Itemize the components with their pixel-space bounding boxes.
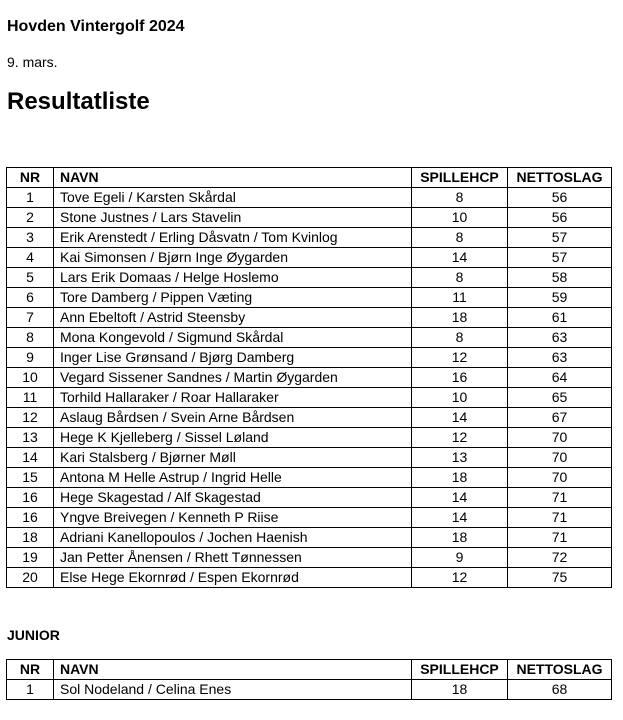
results-body [7,188,612,588]
team-name-cell: Hege Skagestad / Alf Skagestad [54,488,412,508]
handicap-cell: 8 [412,268,508,288]
team-name-cell: Hege K Kjelleberg / Sissel Løland [54,428,412,448]
handicap-cell: 13 [412,448,508,468]
junior-header-row [7,660,612,680]
team-name-cell: Vegard Sissener Sandnes / Martin Øygarden [54,368,412,388]
net-score-cell: 61 [508,308,612,328]
handicap-cell: 12 [412,568,508,588]
team-name-cell: Erik Arenstedt / Erling Dåsvatn / Tom Kvinlog [54,228,412,248]
results-table [6,167,612,588]
event-date: 9. mars. [7,54,58,70]
handicap-cell: 14 [412,408,508,428]
col-header-name: NAVN [54,660,412,680]
table-row [7,268,612,288]
net-score-cell: 72 [508,548,612,568]
col-header-hcp: SPILLEHCP [412,168,508,188]
rank-cell: 6 [7,288,54,308]
team-name-cell: Ann Ebeltoft / Astrid Steensby [54,308,412,328]
table-row [7,488,612,508]
rank-cell: 5 [7,268,54,288]
handicap-cell: 8 [412,188,508,208]
net-score-cell: 56 [508,208,612,228]
rank-cell: 16 [7,488,54,508]
net-score-cell: 71 [508,528,612,548]
table-row [7,188,612,208]
rank-cell: 10 [7,368,54,388]
rank-cell: 4 [7,248,54,268]
net-score-cell: 64 [508,368,612,388]
rank-cell: 13 [7,428,54,448]
net-score-cell: 58 [508,268,612,288]
net-score-cell: 71 [508,488,612,508]
table-row [7,408,612,428]
team-name-cell: Else Hege Ekornrød / Espen Ekornrød [54,568,412,588]
junior-section-label: JUNIOR [7,627,60,643]
team-name-cell: Adriani Kanellopoulos / Jochen Haenish [54,528,412,548]
table-row [7,508,612,528]
results-heading: Resultatliste [7,88,150,115]
handicap-cell: 12 [412,428,508,448]
table-row [7,208,612,228]
net-score-cell: 57 [508,248,612,268]
net-score-cell: 67 [508,408,612,428]
handicap-cell: 8 [412,228,508,248]
handicap-cell: 18 [412,308,508,328]
rank-cell: 1 [7,188,54,208]
team-name-cell: Tove Egeli / Karsten Skårdal [54,188,412,208]
document-title: Hovden Vintergolf 2024 [7,18,185,35]
col-header-nr: NR [7,168,54,188]
net-score-cell: 59 [508,288,612,308]
team-name-cell: Yngve Breivegen / Kenneth P Riise [54,508,412,528]
table-row [7,308,612,328]
team-name-cell: Sol Nodeland / Celina Enes [54,680,412,700]
table-row [7,248,612,268]
rank-cell: 14 [7,448,54,468]
net-score-cell: 75 [508,568,612,588]
net-score-cell: 63 [508,348,612,368]
team-name-cell: Torhild Hallaraker / Roar Hallaraker [54,388,412,408]
rank-cell: 8 [7,328,54,348]
table-row [7,328,612,348]
table-row [7,680,612,700]
net-score-cell: 57 [508,228,612,248]
net-score-cell: 68 [508,680,612,700]
col-header-net: NETTOSLAG [508,168,612,188]
handicap-cell: 10 [412,208,508,228]
net-score-cell: 70 [508,448,612,468]
net-score-cell: 70 [508,468,612,488]
team-name-cell: Aslaug Bårdsen / Svein Arne Bårdsen [54,408,412,428]
table-row [7,428,612,448]
table-row [7,548,612,568]
handicap-cell: 14 [412,508,508,528]
rank-cell: 16 [7,508,54,528]
team-name-cell: Kai Simonsen / Bjørn Inge Øygarden [54,248,412,268]
rank-cell: 18 [7,528,54,548]
rank-cell: 15 [7,468,54,488]
table-row [7,348,612,368]
table-row [7,388,612,408]
handicap-cell: 9 [412,548,508,568]
team-name-cell: Inger Lise Grønsand / Bjørg Damberg [54,348,412,368]
team-name-cell: Mona Kongevold / Sigmund Skårdal [54,328,412,348]
team-name-cell: Lars Erik Domaas / Helge Hoslemo [54,268,412,288]
handicap-cell: 18 [412,680,508,700]
team-name-cell: Kari Stalsberg / Bjørner Møll [54,448,412,468]
handicap-cell: 16 [412,368,508,388]
rank-cell: 19 [7,548,54,568]
handicap-cell: 18 [412,468,508,488]
col-header-hcp: SPILLEHCP [412,660,508,680]
rank-cell: 20 [7,568,54,588]
table-row [7,368,612,388]
table-row [7,468,612,488]
net-score-cell: 71 [508,508,612,528]
net-score-cell: 56 [508,188,612,208]
rank-cell: 9 [7,348,54,368]
team-name-cell: Antona M Helle Astrup / Ingrid Helle [54,468,412,488]
col-header-name: NAVN [54,168,412,188]
handicap-cell: 14 [412,488,508,508]
table-row [7,528,612,548]
net-score-cell: 70 [508,428,612,448]
table-row [7,448,612,468]
table-row [7,568,612,588]
handicap-cell: 18 [412,528,508,548]
rank-cell: 1 [7,680,54,700]
net-score-cell: 63 [508,328,612,348]
rank-cell: 7 [7,308,54,328]
junior-results-body [7,680,612,700]
table-row [7,228,612,248]
rank-cell: 12 [7,408,54,428]
col-header-net: NETTOSLAG [508,660,612,680]
team-name-cell: Stone Justnes / Lars Stavelin [54,208,412,228]
junior-results-table [6,659,612,700]
rank-cell: 2 [7,208,54,228]
col-header-nr: NR [7,660,54,680]
team-name-cell: Tore Damberg / Pippen Væting [54,288,412,308]
handicap-cell: 10 [412,388,508,408]
handicap-cell: 8 [412,328,508,348]
team-name-cell: Jan Petter Ånensen / Rhett Tønnessen [54,548,412,568]
rank-cell: 11 [7,388,54,408]
net-score-cell: 65 [508,388,612,408]
results-header-row [7,168,612,188]
handicap-cell: 11 [412,288,508,308]
handicap-cell: 12 [412,348,508,368]
table-row [7,288,612,308]
handicap-cell: 14 [412,248,508,268]
rank-cell: 3 [7,228,54,248]
